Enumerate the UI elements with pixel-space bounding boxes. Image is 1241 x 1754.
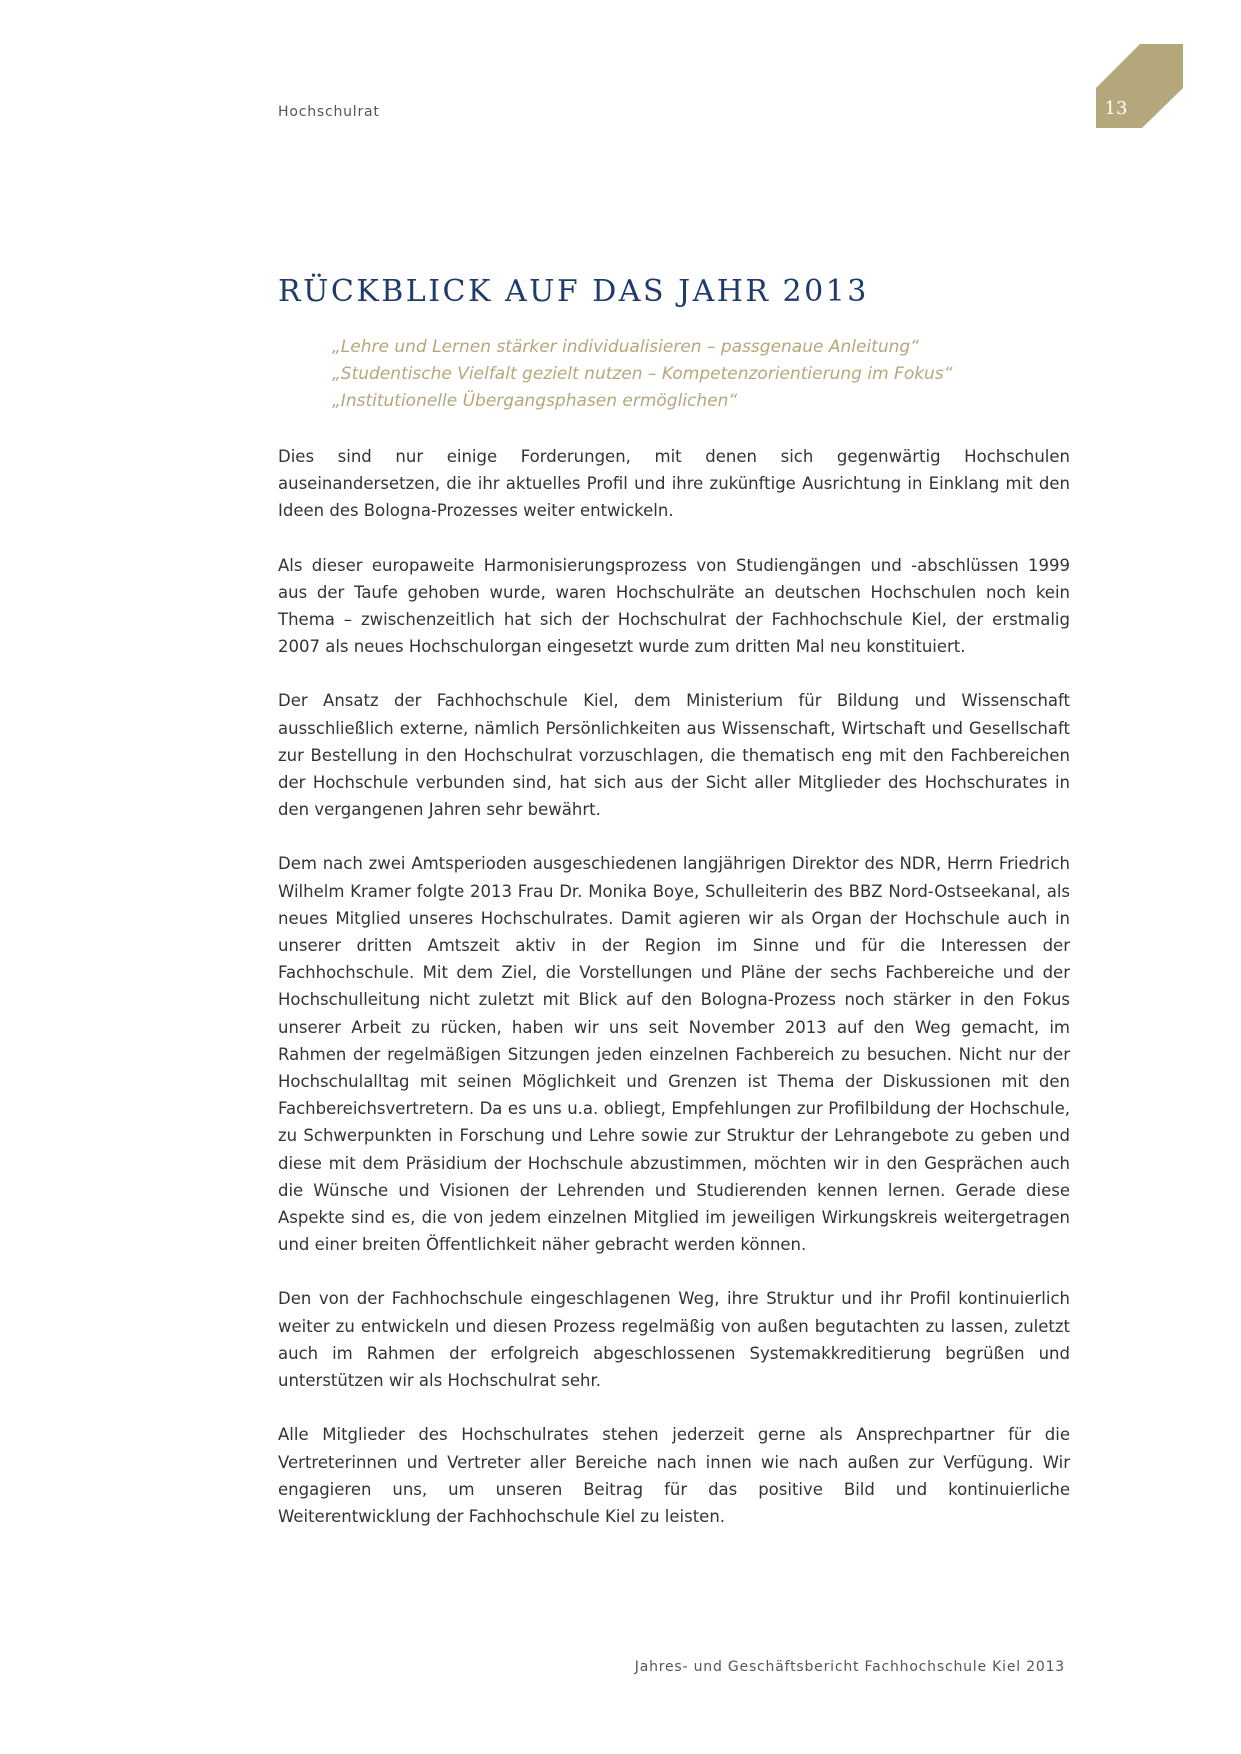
- body-paragraph: Dies sind nur einige Forderungen, mit denen sich gegenwärtig Hochschulen auseinandersetzen, die ihr aktuelles Profil und ihre zukünftige Ausrichtung in Einklang mit den Ideen des Bologna-Prozesses weiter entwickeln.: [278, 447, 1070, 521]
- page-title: RÜCKBLICK AUF DAS JAHR 2013: [278, 274, 869, 309]
- quote-line: „Studentische Vielfalt gezielt nutzen – Kompetenzorientierung im Fokus“: [332, 364, 953, 384]
- quote-block: [332, 334, 1092, 415]
- article-body: [278, 443, 1070, 1557]
- body-paragraph: Den von der Fachhochschule eingeschlagenen Weg, ihre Struktur und ihr Profil kontinuierlich weiter zu entwickeln und diesen Prozess regelmäßig von außen begutachten zu lassen, zuletzt auch im Rahmen der erfolgreich abgeschlossenen Systemakkreditierung begrüßen und unterstützen wir als Hochschulrat sehr.: [278, 1289, 1070, 1391]
- body-paragraph: Als dieser europaweite Harmonisierungsprozess von Studiengängen und -abschlüssen 1999 aus der Taufe gehoben wurde, waren Hochschulräte an deutschen Hochschulen noch kein Thema – zwischenzeitlich hat sich der Hochschulrat der Fachhochschule Kiel, der erstmalig 2007 als neues Hochschulorgan eingesetzt wurde zum dritten Mal neu konstituiert.: [278, 555, 1070, 657]
- body-paragraph: Der Ansatz der Fachhochschule Kiel, dem Ministerium für Bildung und Wissenschaft ausschließlich externe, nämlich Persönlichkeiten aus Wissenschaft, Wirtschaft und Gesellschaft zur Bestellung in den Hochschulrat vorzuschlagen, die thematisch eng mit den Fachbereichen der Hochschule verbunden sind, hat sich aus der Sicht aller Mitglieder des Hochschurates in den vergangenen Jahren sehr bewährt.: [278, 691, 1070, 820]
- body-paragraph: Alle Mitglieder des Hochschulrates stehen jederzeit gerne als Ansprechpartner für die Vertreterinnen und Vertreter aller Bereiche nach innen wie nach außen zur Verfügung. Wir engagieren uns, um unseren Beitrag für das positive Bild und kontinuierliche Weiterentwicklung der Fachhochschule Kiel zu leisten.: [278, 1425, 1070, 1526]
- page-footer: Jahres- und Geschäftsbericht Fachhochschule Kiel 2013: [634, 1659, 1065, 1675]
- body-paragraph: Dem nach zwei Amtsperioden ausgeschiedenen langjährigen Direktor des NDR, Herrn Friedrich Wilhelm Kramer folgte 2013 Frau Dr. Monika Boye, Schulleiterin des BBZ Nord-Ostseekanal, als neues Mitglied unseres Hochschulrates. Damit agieren wir als Organ der Hochschule auch in unserer dritten Amtszeit aktiv in der Region im Sinne und für die Interessen der Fachhochschule. Mit dem Ziel, die Vorstellungen und Pläne der sechs Fachbereiche und der Hochschulleitung nicht zuletzt mit Blick auf den Bologna-Prozess noch stärker in den Fokus unserer Arbeit zu rücken, haben wir uns seit November 2013 auf den Weg gemacht, im Rahmen der regelmäßigen Sitzungen jeden einzelnen Fachbereich zu besuchen. Nicht nur der Hochschulalltag mit seinen Möglichkeit und Grenzen ist Thema der Diskussionen mit den Fachbereichsvertretern. Da es uns u.a. obliegt, Empfehlungen zur Profilbildung der Hochschule, zu Schwerpunkten in Forschung und Lehre sowie zur Struktur der Lehrangebote zu geben und diese mit dem Präsidium der Hochschule abzustimmen, möchten wir in den Gesprächen auch die Wünsche und Visionen der Lehrenden und Studierenden kennen lernen. Gerade diese Aspekte sind es, die von jedem einzelnen Mitglied im jeweiligen Wirkungskreis weitergetragen und einer breiten Öffentlichkeit näher gebracht werden können.: [278, 854, 1070, 1255]
- page-number: 13: [1104, 98, 1128, 119]
- running-head: Hochschulrat: [278, 104, 380, 120]
- quote-line: „Institutionelle Übergangsphasen ermöglichen“: [332, 391, 738, 411]
- quote-line: „Lehre und Lernen stärker individualisieren – passgenaue Anleitung“: [332, 337, 919, 357]
